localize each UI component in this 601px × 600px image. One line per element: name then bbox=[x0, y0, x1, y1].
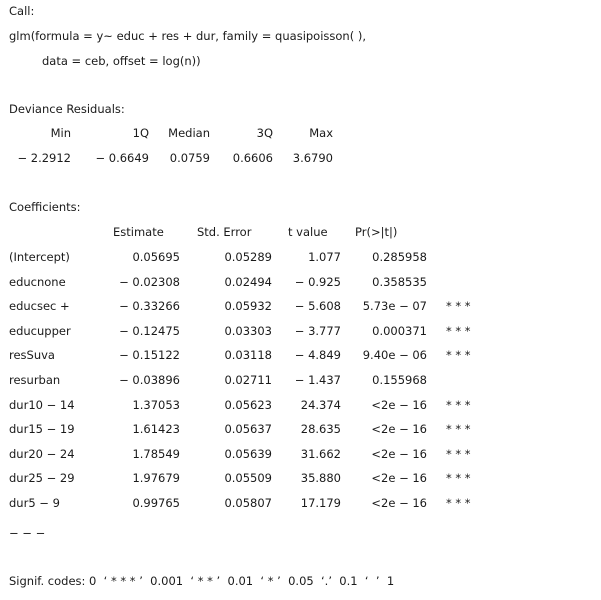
coef-std-error: 0.05623 bbox=[224, 397, 272, 412]
coef-t-value: 24.374 bbox=[300, 397, 341, 412]
coef-estimate: 1.97679 bbox=[132, 471, 180, 486]
coef-term: resSuva bbox=[9, 348, 55, 363]
deviance-value: 3.6790 bbox=[292, 151, 333, 165]
coefficients-label: Coefficients: bbox=[9, 200, 81, 214]
coef-p-value: <2e − 16 bbox=[371, 471, 427, 486]
coef-estimate: 0.99765 bbox=[132, 496, 180, 510]
coef-signif-stars: * * * bbox=[446, 446, 471, 461]
coef-t-value: 31.662 bbox=[300, 446, 341, 461]
coef-col-header: Std. Error bbox=[197, 225, 252, 239]
signif-codes: Signif. codes: 0 ‘ * * * ’ 0.001 ‘ * * ’ 0.01 ‘ * ’ 0.05 ‘.’ 0.1 ‘ ’ 1 bbox=[9, 574, 395, 588]
coef-std-error: 0.02494 bbox=[224, 274, 272, 289]
deviance-label: Deviance Residuals: bbox=[9, 102, 125, 116]
coef-t-value: 35.880 bbox=[300, 471, 341, 486]
coef-t-value: − 4.849 bbox=[294, 348, 341, 363]
coef-std-error: 0.03118 bbox=[224, 348, 272, 363]
coef-t-value: 1.077 bbox=[308, 250, 341, 264]
coef-estimate: 1.61423 bbox=[132, 422, 180, 437]
coef-p-value: 0.000371 bbox=[372, 323, 427, 338]
coef-signif-stars: * * * bbox=[446, 348, 471, 363]
deviance-header: Min bbox=[50, 126, 71, 140]
coef-std-error: 0.05807 bbox=[224, 496, 272, 510]
call-line-1: glm(formula = y~ educ + res + dur, family = quasipoisson( ), bbox=[9, 29, 367, 43]
coef-std-error: 0.03303 bbox=[224, 323, 272, 338]
coef-t-value: − 1.437 bbox=[294, 373, 341, 387]
coef-term: dur10 − 14 bbox=[9, 397, 75, 412]
coef-p-value: <2e − 16 bbox=[371, 397, 427, 412]
coef-std-error: 0.05289 bbox=[224, 250, 272, 264]
coef-term: dur20 − 24 bbox=[9, 446, 75, 461]
coef-estimate: − 0.02308 bbox=[119, 274, 180, 289]
coef-estimate: 1.37053 bbox=[132, 397, 180, 412]
coef-estimate: − 0.03896 bbox=[119, 373, 180, 387]
deviance-value: 0.6606 bbox=[232, 151, 273, 165]
coef-term: (Intercept) bbox=[9, 250, 70, 264]
coef-estimate: − 0.12475 bbox=[119, 323, 180, 338]
coef-signif-stars: * * * bbox=[446, 496, 471, 510]
coef-t-value: 17.179 bbox=[300, 496, 341, 510]
deviance-value: − 2.2912 bbox=[17, 151, 71, 165]
coef-t-value: − 5.608 bbox=[294, 299, 341, 314]
coef-signif-stars: * * * bbox=[446, 471, 471, 486]
coef-std-error: 0.05639 bbox=[224, 446, 272, 461]
coef-separator: − − − bbox=[9, 526, 46, 540]
coef-signif-stars: * * * bbox=[446, 323, 471, 338]
deviance-header: 3Q bbox=[256, 126, 273, 140]
coef-term: resurban bbox=[9, 373, 61, 387]
coef-p-value: <2e − 16 bbox=[371, 496, 427, 510]
coef-p-value: <2e − 16 bbox=[371, 446, 427, 461]
coef-col-header: t value bbox=[288, 225, 328, 239]
coef-p-value: 5.73e − 07 bbox=[362, 299, 427, 314]
coef-t-value: − 0.925 bbox=[294, 274, 341, 289]
coef-term: dur25 − 29 bbox=[9, 471, 75, 486]
coef-col-header: Estimate bbox=[113, 225, 164, 239]
deviance-value: 0.0759 bbox=[169, 151, 210, 165]
coef-term: educsec + bbox=[9, 299, 70, 314]
coef-t-value: 28.635 bbox=[300, 422, 341, 437]
coef-signif-stars: * * * bbox=[446, 299, 471, 314]
deviance-value: − 0.6649 bbox=[95, 151, 149, 165]
coef-estimate: − 0.33266 bbox=[119, 299, 180, 314]
coef-estimate: 1.78549 bbox=[132, 446, 180, 461]
coef-p-value: 0.285958 bbox=[372, 250, 427, 264]
coef-p-value: 0.358535 bbox=[372, 274, 427, 289]
coef-p-value: 9.40e − 06 bbox=[362, 348, 427, 363]
coef-std-error: 0.05637 bbox=[224, 422, 272, 437]
deviance-header: 1Q bbox=[132, 126, 149, 140]
coef-term: dur5 − 9 bbox=[9, 496, 60, 510]
coef-estimate: 0.05695 bbox=[132, 250, 180, 264]
coef-estimate: − 0.15122 bbox=[119, 348, 180, 363]
coef-term: educnone bbox=[9, 274, 66, 289]
coef-std-error: 0.02711 bbox=[224, 373, 272, 387]
coef-std-error: 0.05932 bbox=[224, 299, 272, 314]
deviance-header: Max bbox=[309, 126, 333, 140]
coef-signif-stars: * * * bbox=[446, 422, 471, 437]
coef-col-header: Pr(>|t|) bbox=[355, 225, 398, 239]
deviance-header: Median bbox=[168, 126, 210, 140]
coef-p-value: 0.155968 bbox=[372, 373, 427, 387]
coef-signif-stars: * * * bbox=[446, 397, 471, 412]
coef-term: dur15 − 19 bbox=[9, 422, 75, 437]
coef-p-value: <2e − 16 bbox=[371, 422, 427, 437]
call-label: Call: bbox=[9, 4, 35, 18]
coef-t-value: − 3.777 bbox=[294, 323, 341, 338]
call-line-2: data = ceb, offset = log(n)) bbox=[42, 54, 201, 68]
coef-term: educupper bbox=[9, 323, 71, 338]
coef-std-error: 0.05509 bbox=[224, 471, 272, 486]
